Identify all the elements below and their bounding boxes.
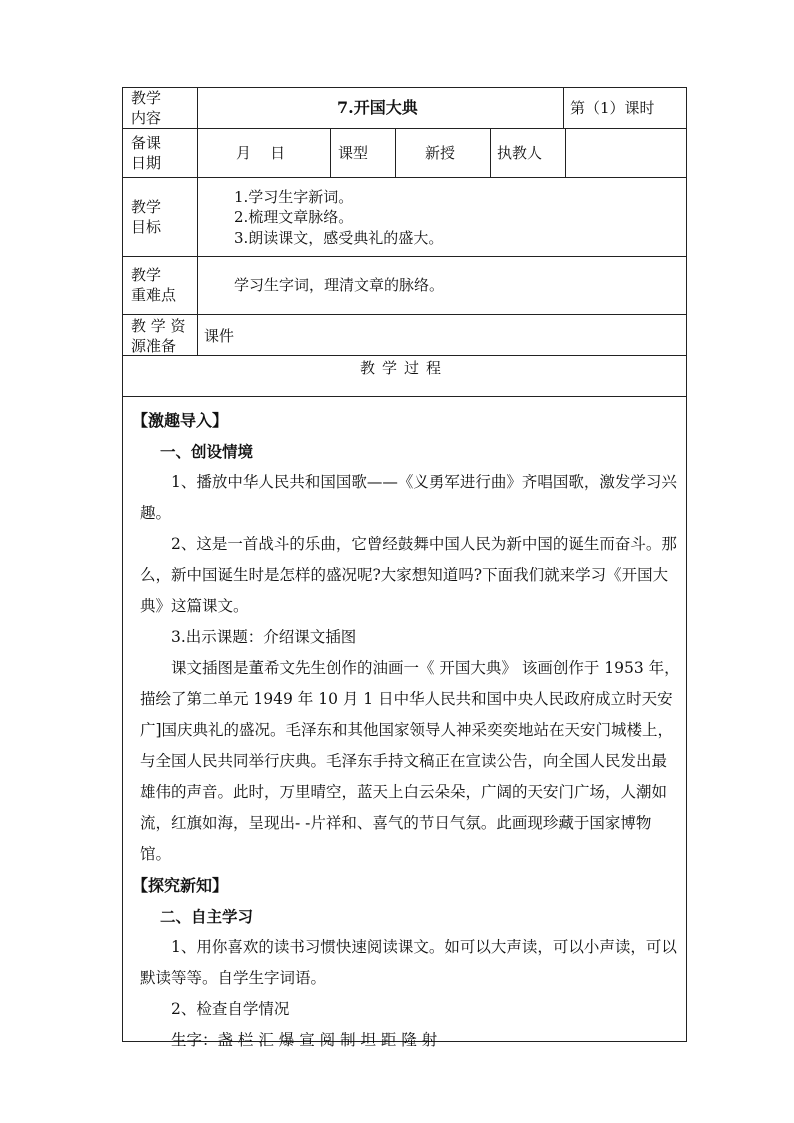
- row-divider: [122, 314, 687, 315]
- row-divider: [122, 355, 687, 356]
- column-divider: [197, 87, 198, 356]
- row-divider: [122, 256, 687, 257]
- goal-item: 2.梳理文章脉络。: [234, 208, 354, 226]
- row-divider: [122, 396, 687, 397]
- column-divider: [565, 128, 566, 178]
- label-key-points: 教学 重难点: [131, 266, 177, 304]
- paragraph: 2、检查自学情况: [171, 1000, 290, 1018]
- row-divider: [122, 177, 687, 178]
- section-heading: 【激趣导入】: [132, 411, 229, 430]
- subsection-heading: 二、自主学习: [160, 907, 254, 926]
- label-teaching-content: 教学 内容: [131, 89, 162, 127]
- label-teaching-goals: 教学 目标: [131, 198, 162, 236]
- paragraph: 课文插图是董希文先生创作的油画一《 开国大典》 该画创作于 1953 年，描绘了第二单元 1949 年 10 月 1 日中华人民共和国中央人民政府成立时天安广]国庆典礼的盛况。毛泽东和其他国家领导人神采奕奕地站在天安门城楼上，与全国人民共同举行庆典。毛泽东手持文稿正在宣读公告，向全国人民发出最雄伟的声音。此时，万里晴空，蓝天上白云朵朵，广阔的天安门广场，人潮如流，红旗如海，呈现出- -片祥和、喜气的节日气氛。此画现珍藏于国家博物馆。: [140, 659, 680, 863]
- lesson-period: 第（1）课时: [570, 99, 655, 117]
- label-resources: 教 学 资 源准备: [131, 317, 186, 355]
- paragraph: 1、播放中华人民共和国国歌——《义勇军进行曲》齐唱国歌，激发学习兴趣。: [140, 473, 677, 522]
- paragraph: 3.出示课题：介绍课文插图: [171, 628, 357, 646]
- lesson-type-value: 新授: [425, 144, 456, 162]
- paragraph: 1、用你喜欢的读书习惯快速阅读课文。如可以大声读，可以小声读，可以默读等等。自学生字词语。: [140, 938, 677, 987]
- lesson-body: [132, 405, 680, 1056]
- paragraph: 2、这是一首战斗的乐曲，它曾经鼓舞中国人民为新中国的诞生而奋斗。那么，新中国诞生时是怎样的盛况呢?大家想知道吗?下面我们就来学习《开国大典》这篇课文。: [140, 535, 677, 615]
- column-divider: [330, 128, 331, 178]
- resources-value: 课件: [204, 327, 235, 345]
- subsection-heading: 一、创设情境: [160, 442, 254, 461]
- lesson-title: 7.开国大典: [337, 98, 418, 117]
- column-divider: [395, 128, 396, 178]
- label-teacher: 执教人: [497, 144, 543, 162]
- paragraph: 生字：盏 栏 汇 爆 宣 阅 制 坦 距 隆 射: [171, 1031, 438, 1049]
- row-divider: [122, 128, 687, 129]
- label-prep-date: 备课 日期: [131, 134, 162, 172]
- label-lesson-type: 课型: [338, 144, 369, 162]
- goal-item: 3.朗读课文，感受典礼的盛大。: [234, 229, 444, 247]
- process-heading: 教学过程: [360, 359, 449, 377]
- key-points-value: 学习生字词，理清文章的脉络。: [234, 276, 445, 294]
- column-divider: [490, 128, 491, 178]
- prep-date-value: 月 日: [236, 144, 286, 162]
- section-heading: 【探究新知】: [132, 876, 229, 895]
- column-divider: [563, 87, 564, 129]
- goal-item: 1.学习生字新词。: [234, 188, 354, 206]
